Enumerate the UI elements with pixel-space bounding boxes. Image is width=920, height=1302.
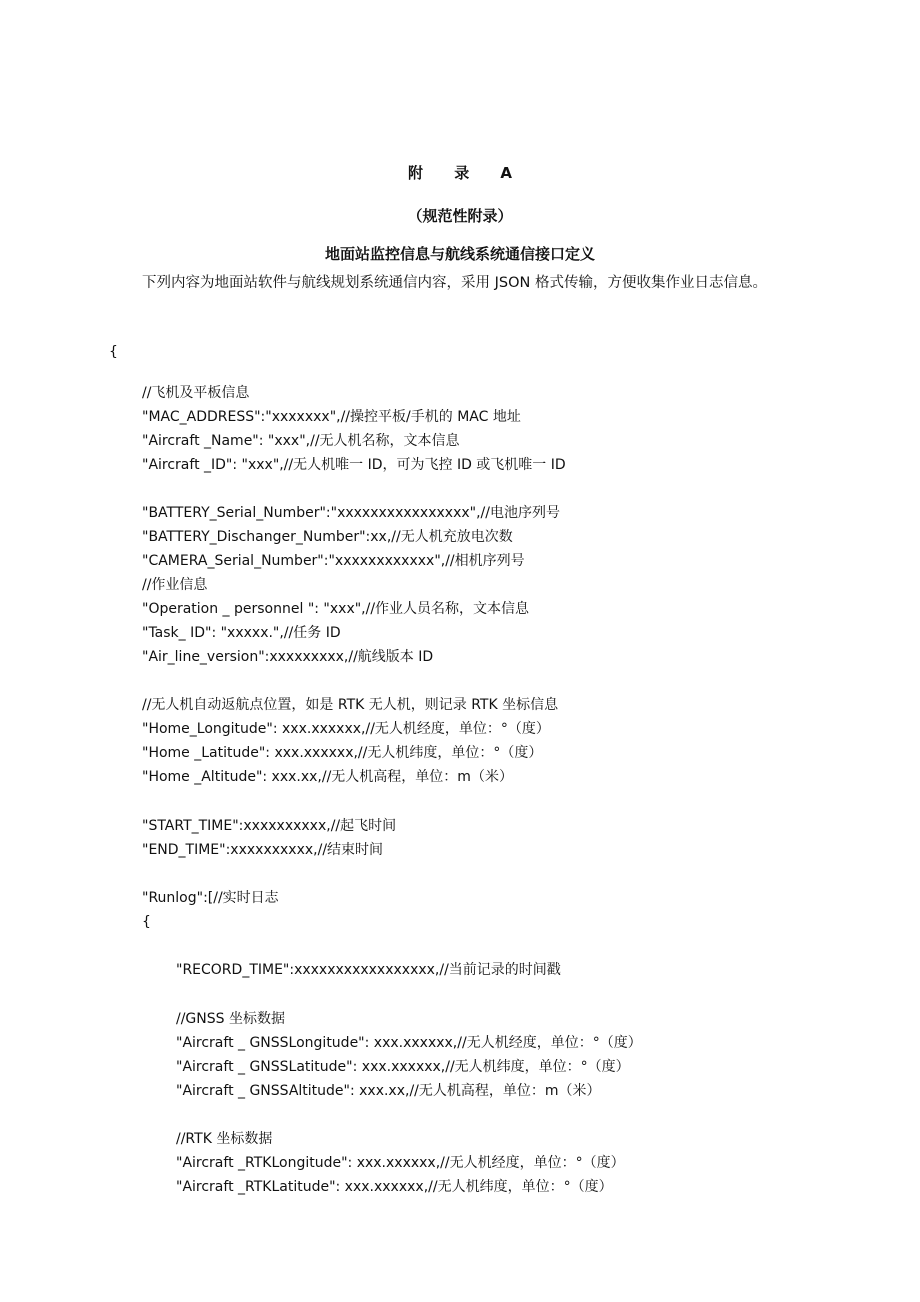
code-line-runlog: "Runlog":[//实时日志: [142, 890, 279, 906]
code-line-end-time: "END_TIME":xxxxxxxxxx,//结束时间: [142, 842, 384, 858]
code-comment-rtk: //RTK 坐标数据: [176, 1131, 273, 1147]
code-line-task-id: "Task_ ID": "xxxxx.",//任务 ID: [142, 625, 341, 641]
code-open-brace: {: [109, 344, 118, 360]
code-comment-aircraft: //飞机及平板信息: [142, 385, 250, 401]
code-line-gnss-latitude: "Aircraft _ GNSSLatitude": xxx.xxxxxx,//无人机纬度，单位：°（度）: [176, 1059, 630, 1075]
code-line-camera-serial: "CAMERA_Serial_Number":"xxxxxxxxxxxx",//相机序列号: [142, 553, 525, 569]
code-line-gnss-altitude: "Aircraft _ GNSSAltitude": xxx.xx,//无人机高程，单位：m（米）: [176, 1083, 601, 1099]
code-line-operation-personnel: "Operation _ personnel ": "xxx",//作业人员名称，文本信息: [142, 601, 530, 617]
code-inner-open-brace: {: [142, 914, 151, 930]
appendix-type: （规范性附录）: [407, 207, 513, 225]
code-comment-task: //作业信息: [142, 577, 208, 593]
code-line-gnss-longitude: "Aircraft _ GNSSLongitude": xxx.xxxxxx,//无人机经度，单位：°（度）: [176, 1035, 642, 1051]
code-line-home-longitude: "Home_Longitude": xxx.xxxxxx,//无人机经度，单位：°（度）: [142, 721, 550, 737]
appendix-title: 附 录 A: [407, 164, 526, 182]
code-line-rtk-longitude: "Aircraft _RTKLongitude": xxx.xxxxxx,//无人机经度，单位：°（度）: [176, 1155, 625, 1171]
code-line-record-time: "RECORD_TIME":xxxxxxxxxxxxxxxxx,//当前记录的时间戳: [176, 962, 561, 978]
code-line-home-altitude: "Home _Altitude": xxx.xx,//无人机高程，单位：m（米）: [142, 769, 513, 785]
code-line-home-latitude: "Home _Latitude": xxx.xxxxxx,//无人机纬度，单位：°（度）: [142, 745, 543, 761]
code-line-aircraft-name: "Aircraft _Name": "xxx",//无人机名称，文本信息: [142, 433, 460, 449]
intro-paragraph: 下列内容为地面站软件与航线规划系统通信内容，采用 JSON 格式传输，方便收集作业日志信息。: [142, 275, 767, 291]
code-comment-gnss: //GNSS 坐标数据: [176, 1011, 285, 1027]
code-line-battery-serial: "BATTERY_Serial_Number":"xxxxxxxxxxxxxxxx",//电池序列号: [142, 505, 560, 521]
code-line-start-time: "START_TIME":xxxxxxxxxx,//起飞时间: [142, 818, 397, 834]
code-line-aircraft-id: "Aircraft _ID": "xxx",//无人机唯一 ID，可为飞控 ID 或飞机唯一 ID: [142, 457, 566, 473]
code-line-battery-discharge: "BATTERY_Dischanger_Number":xx,//无人机充放电次数: [142, 529, 513, 545]
code-line-rtk-latitude: "Aircraft _RTKLatitude": xxx.xxxxxx,//无人机纬度，单位：°（度）: [176, 1179, 613, 1195]
appendix-name: 地面站监控信息与航线系统通信接口定义: [324, 245, 595, 263]
code-line-air-line-version: "Air_line_version":xxxxxxxxx,//航线版本 ID: [142, 649, 434, 665]
code-line-mac-address: "MAC_ADDRESS":"xxxxxxx",//操控平板/手机的 MAC 地址: [142, 409, 521, 425]
code-comment-home: //无人机自动返航点位置，如是 RTK 无人机，则记录 RTK 坐标信息: [142, 697, 559, 713]
